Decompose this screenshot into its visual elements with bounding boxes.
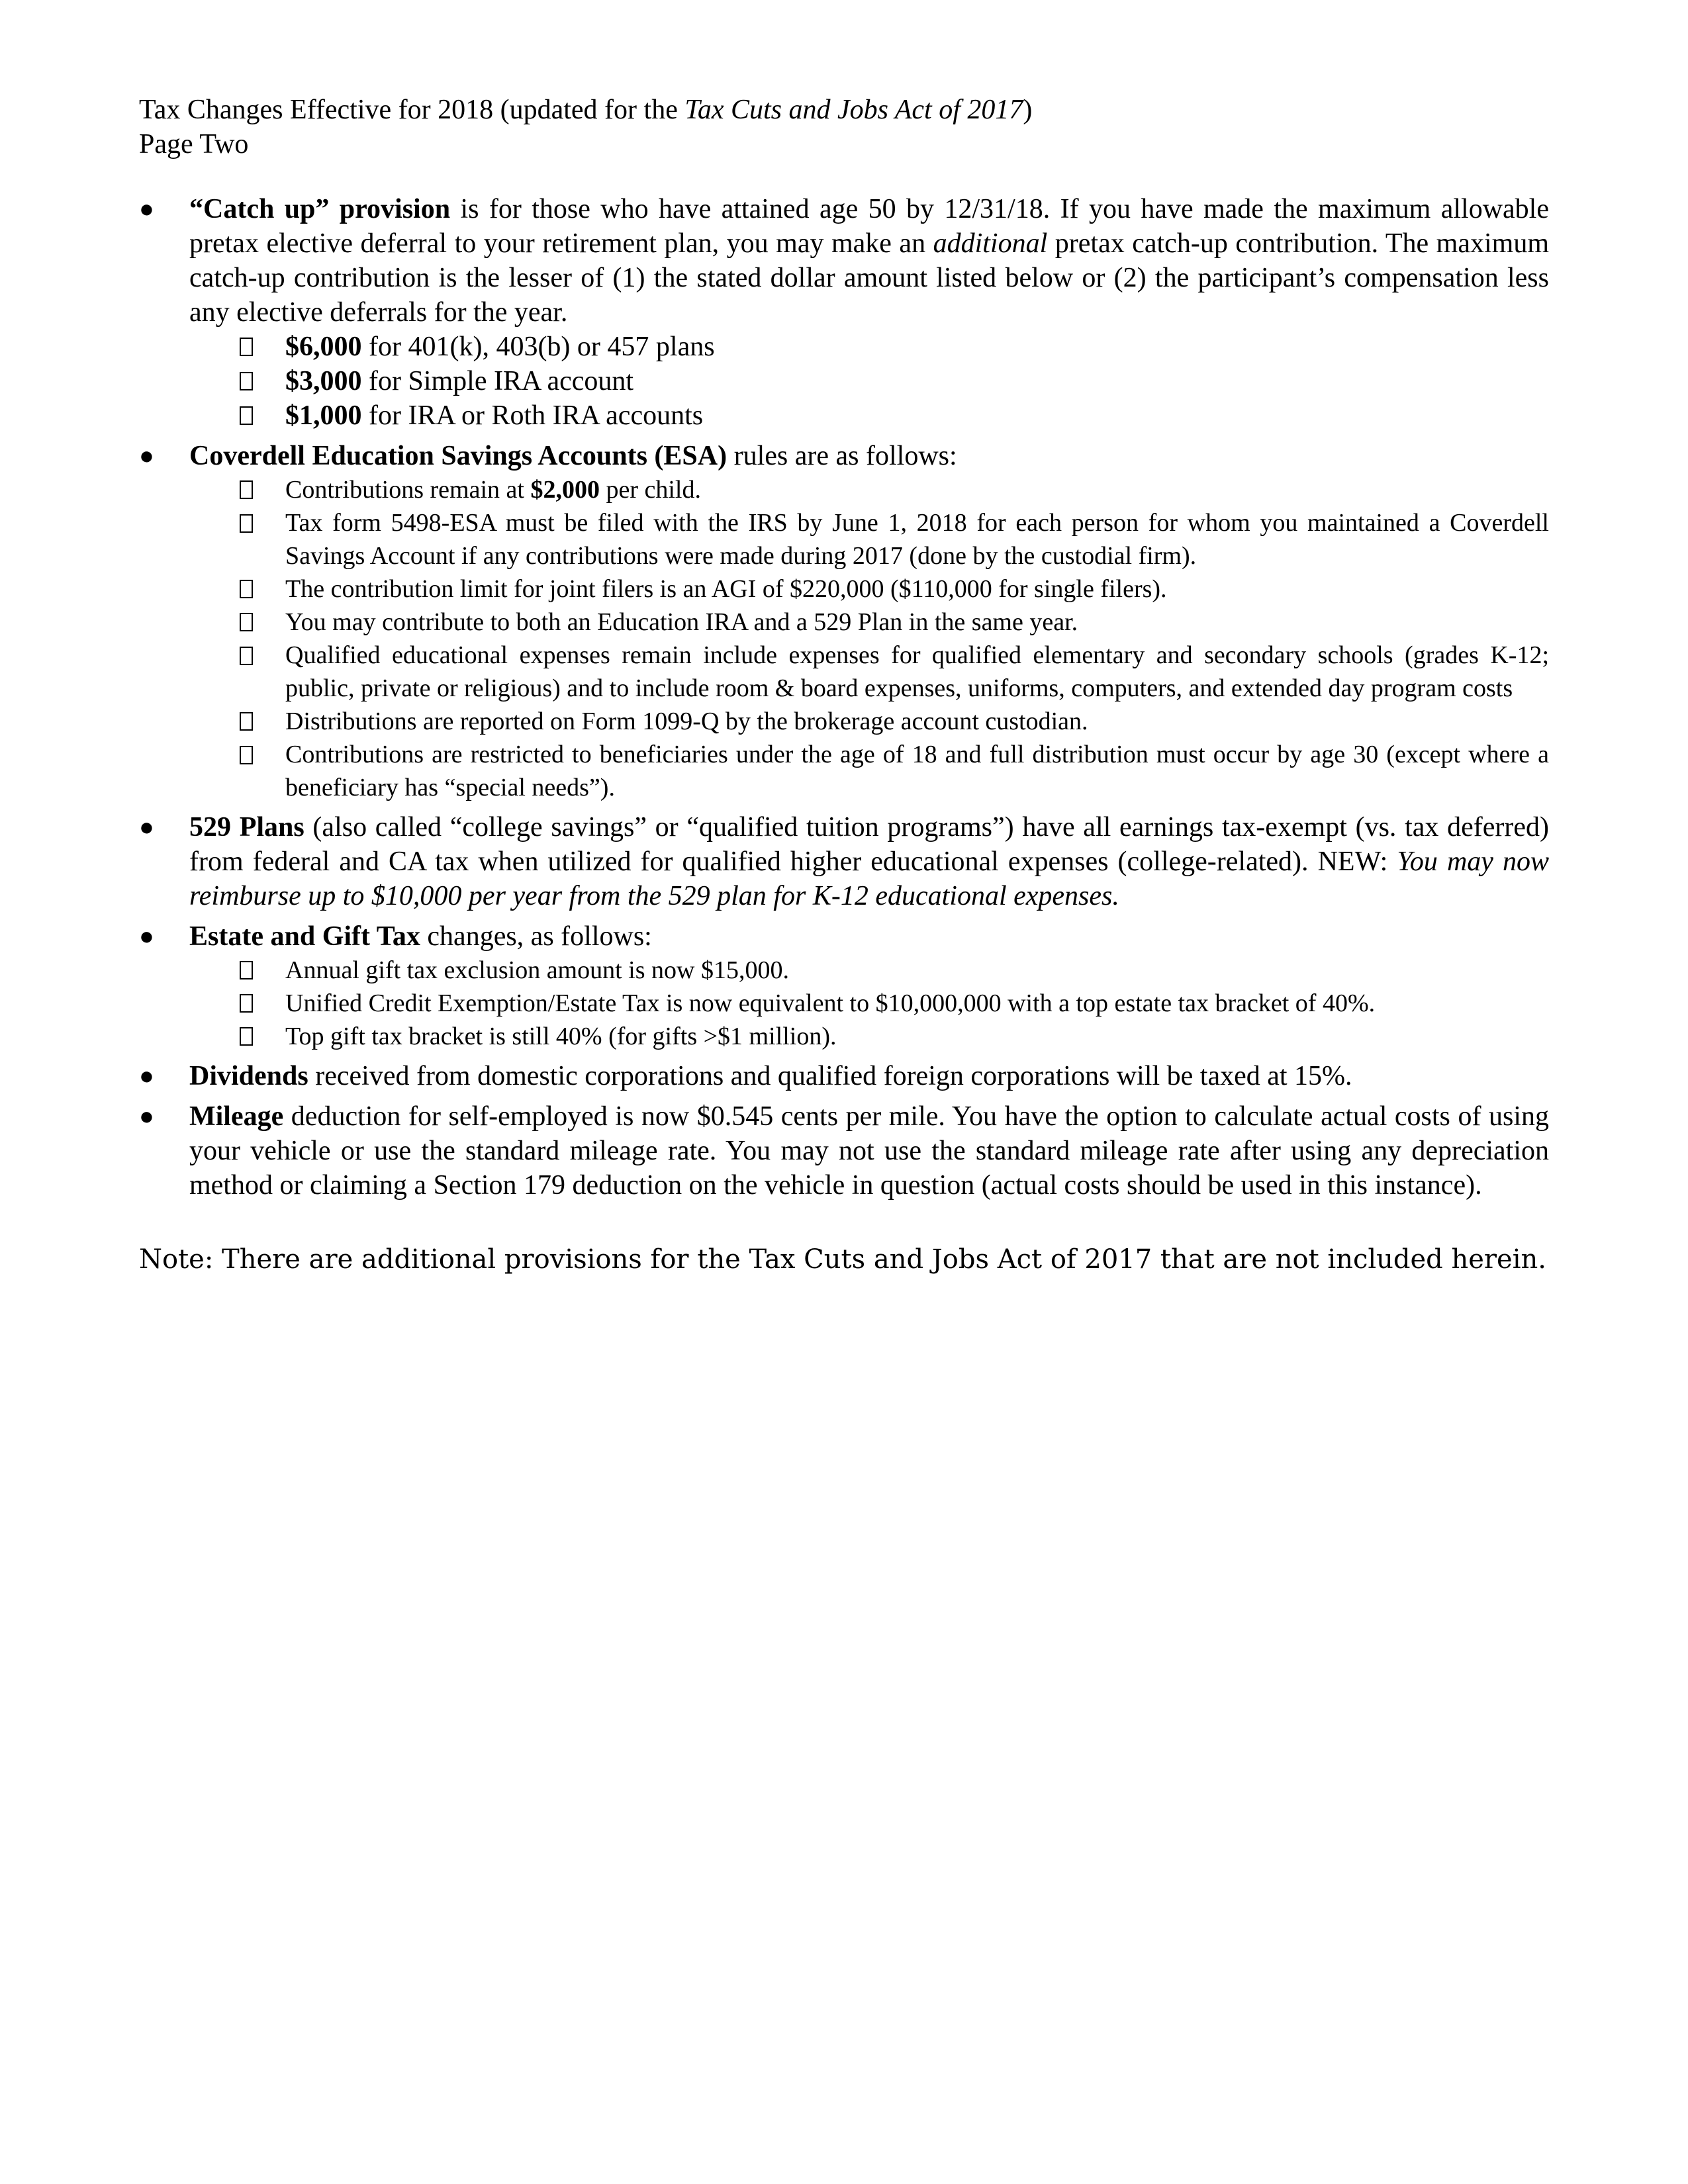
checkbox-square-icon [240, 372, 253, 390]
checkbox-square-icon [240, 746, 253, 764]
checkbox-square-icon [240, 647, 253, 665]
provisions-list [139, 192, 1549, 1203]
list-item: Distributions are reported on Form 1099-Q by the brokerage account custodian. [189, 705, 1549, 738]
bullet-icon: ● [139, 923, 154, 950]
list-item-estate-gift-tax: ● Estate and Gift Tax changes, as follows: Annual gift tax exclusion amount is now $15,000. Unified Credit Exemption/Estate Tax is now equivalent to $10,000,000 with a top estate tax bracket of 40%. Top gift tax bracket is still 40% (for gifts >$1 million). [139, 919, 1549, 1053]
checkbox-square-icon [240, 961, 253, 979]
list-item-coverdell: ● Coverdell Education Savings Accounts (ESA) rules are as follows: Contributions remain at $2,000 per child. Tax form 5498-ESA must be filed with the IRS by June 1, 2018 for each person for whom you maintained a Coverdell Savings Account if any contributions were made during 2017 (done by the custodial firm). The contribution limit for joint filers is an AGI of $220,000 ($110,000 for single filers). You may contribute to both an Education IRA and a 529 Plan in the same year. Qualified educational expenses remain include expenses for qualified elementary and secondary schools (grades K-12; public, private or religious) and to include room & board expenses, uniforms, computers, and extended day program costs Distributions are reported on Form 1099-Q by the brokerage account custodian. Contributions are restricted to beneficiaries under the age of 18 and full distribution must occur by age 30 (except where a beneficiary has “special needs”). [139, 439, 1549, 804]
checkbox-square-icon [240, 406, 253, 425]
checkbox-square-icon [240, 514, 253, 533]
list-item: Contributions remain at $2,000 per child. [189, 473, 1549, 506]
checkbox-square-icon [240, 994, 253, 1013]
bullet-icon: ● [139, 1103, 154, 1130]
catch-up-amounts-list [189, 330, 1549, 433]
checkbox-square-icon [240, 613, 253, 631]
document-title: Tax Changes Effective for 2018 (updated for the Tax Cuts and Jobs Act of 2017) [139, 95, 1033, 125]
list-item: You may contribute to both an Education IRA and a 529 Plan in the same year. [189, 606, 1549, 639]
list-item: Contributions are restricted to beneficiaries under the age of 18 and full distribution must occur by age 30 (except where a beneficiary has “special needs”). [189, 738, 1549, 804]
checkbox-square-icon [240, 712, 253, 731]
coverdell-rules-list [189, 473, 1549, 804]
bullet-icon: ● [139, 442, 154, 470]
checkbox-square-icon [240, 338, 253, 356]
page-label: Page Two [139, 129, 249, 159]
list-item: $6,000 for 401(k), 403(b) or 457 plans [189, 330, 1549, 364]
estate-changes-list [189, 954, 1549, 1053]
checkbox-square-icon [240, 480, 253, 499]
document-page [139, 93, 1549, 1277]
list-item: Qualified educational expenses remain include expenses for qualified elementary and secondary schools (grades K-12; public, private or religious) and to include room & board expenses, uniforms, computers, and extended day program costs [189, 639, 1549, 705]
bullet-icon: ● [139, 813, 154, 841]
list-item: Unified Credit Exemption/Estate Tax is now equivalent to $10,000,000 with a top estate tax bracket of 40%. [189, 987, 1549, 1020]
list-item: Tax form 5498-ESA must be filed with the IRS by June 1, 2018 for each person for whom you maintained a Coverdell Savings Account if any contributions were made during 2017 (done by the custodial firm). [189, 506, 1549, 572]
list-item: Top gift tax bracket is still 40% (for gifts >$1 million). [189, 1020, 1549, 1053]
footnote: Note: There are additional provisions for the Tax Cuts and Jobs Act of 2017 that are not included herein. [139, 1244, 1546, 1275]
list-item-529-plans: ● 529 Plans (also called “college savings” or “qualified tuition programs”) have all earnings tax-exempt (vs. tax deferred) from federal and CA tax when utilized for qualified higher educational expenses (college-related). NEW: You may now reimburse up to $10,000 per year from the 529 plan for K-12 educational expenses. [139, 810, 1549, 913]
checkbox-square-icon [240, 580, 253, 598]
bullet-icon: ● [139, 1062, 154, 1090]
list-item-dividends: ● Dividends received from domestic corporations and qualified foreign corporations will be taxed at 15%. [139, 1059, 1549, 1093]
list-item: $3,000 for Simple IRA account [189, 364, 1549, 398]
list-item: The contribution limit for joint filers is an AGI of $220,000 ($110,000 for single filers). [189, 572, 1549, 606]
list-item-mileage: ● Mileage deduction for self-employed is now $0.545 cents per mile. You have the option to calculate actual costs of using your vehicle or use the standard mileage rate. You may not use the standard mileage rate after using any depreciation method or claiming a Section 179 deduction on the vehicle in question (actual costs should be used in this instance). [139, 1099, 1549, 1203]
checkbox-square-icon [240, 1027, 253, 1046]
list-item: Annual gift tax exclusion amount is now $15,000. [189, 954, 1549, 987]
bullet-icon: ● [139, 195, 154, 223]
list-item-catch-up: ● “Catch up” provision is for those who have attained age 50 by 12/31/18. If you have made the maximum allowable pretax elective deferral to your retirement plan, you may make an additional pretax catch-up contribution. The maximum catch-up contribution is the lesser of (1) the stated dollar amount listed below or (2) the participant’s compensation less any elective deferrals for the year. $6,000 for 401(k), 403(b) or 457 plans $3,000 for Simple IRA account $1,000 for IRA or Roth IRA accounts [139, 192, 1549, 433]
list-item: $1,000 for IRA or Roth IRA accounts [189, 398, 1549, 433]
